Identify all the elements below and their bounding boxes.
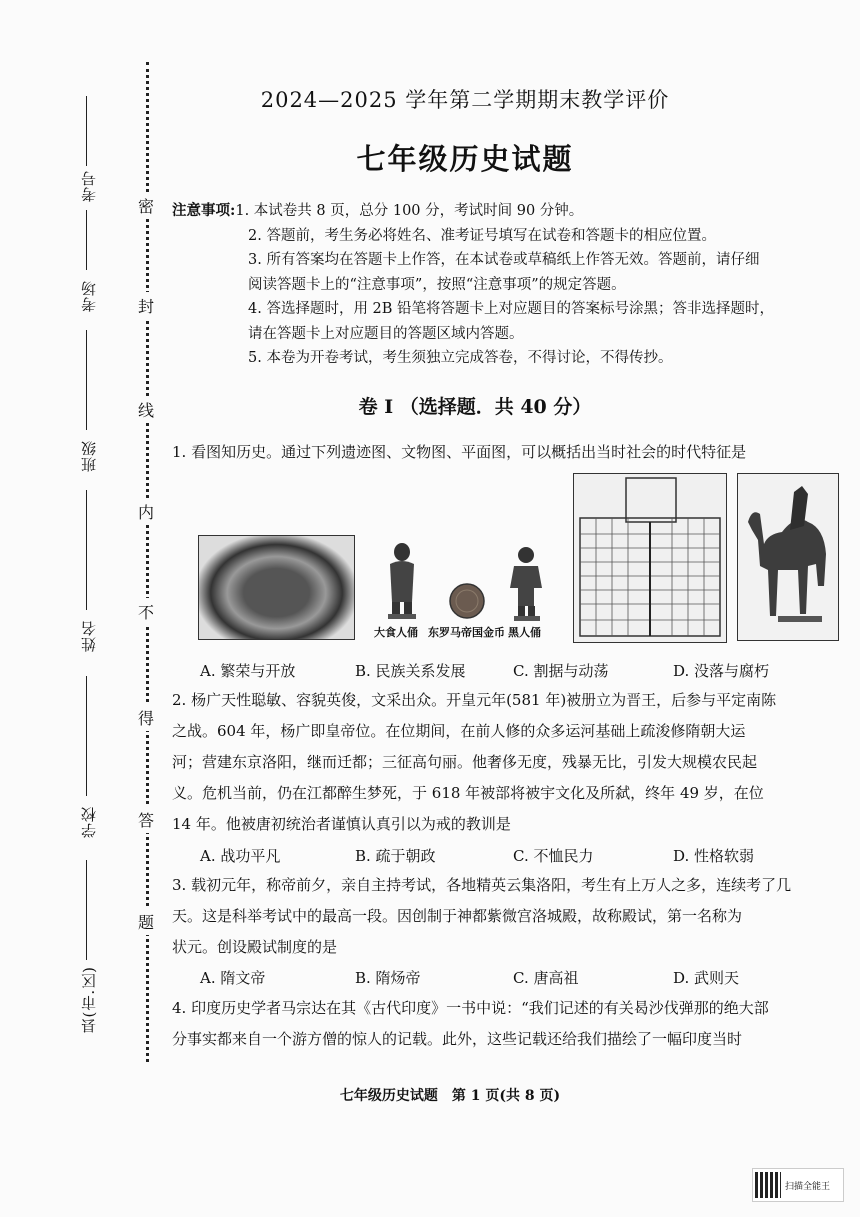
seal-char: 封 [138,292,154,319]
scanner-watermark [752,1168,844,1202]
q1-option-c[interactable]: C. 割据与动荡 [513,662,609,680]
name-line [86,490,87,610]
seal-char: 答 [138,806,154,833]
qr-code-icon [755,1172,781,1198]
q2-option-d[interactable]: D. 性格软弱 [673,847,755,865]
page-footer: 七年级历史试题 第 1 页(共 8 页) [339,1088,561,1104]
school-line [86,676,87,796]
notice-item: 4. 答选择题时，用 2B 铅笔将答题卡上对应题目的答案标号涂黑；答非选择题时， [248,301,775,317]
q2-line: 河；营建东京洛阳，继而迁都；三征高句丽。他奢侈无度，残暴无比，引发大规模农民起 [172,753,758,771]
notice-item: 2. 答题前，考生务必将姓名、准考证号填写在试卷和答题卡的相应位置。 [248,227,716,244]
q2-line: 之战。604 年，杨广即皇帝位。在位期间，在前人修的众多运河基础上疏浚修隋朝大运 [172,722,746,740]
exam-title: 2024—2025 学年第二学期期末教学评价 [260,88,670,112]
seal-char: 得 [138,704,154,731]
q3-option-a[interactable]: A. 隋文帝 [200,969,266,987]
notice-item: 5. 本卷为开卷考试，考生须独立完成答卷，不得讨论，不得传抄。 [248,350,673,366]
seal-char: 线 [138,396,154,423]
q2-options [200,845,850,866]
q4-stem [172,993,850,1055]
camel-figurine-image [737,473,839,641]
q2-option-b[interactable]: B. 疏于朝政 [355,847,436,865]
notice-item: 阅读答题卡上的“注意事项”，按照“注意事项”的规定答题。 [248,276,626,293]
q2-line: 14 年。他被唐初统治者谨慎认真引以为戒的教训是 [172,815,511,833]
caption-arab-figurine: 大食人俑 [374,626,418,639]
african-figurine-image [504,544,548,622]
q1-option-d[interactable]: D. 没落与腐朽 [673,662,770,680]
name-label: 姓名 [80,620,98,652]
seal-char: 不 [138,598,154,625]
q1-option-a[interactable]: A. 繁荣与开放 [200,662,296,680]
seal-char: 题 [138,908,154,935]
notice-item: 请在答题卡上对应题目的答题区域内答题。 [248,325,524,342]
notice-item: 1. 本试卷共 8 页，总分 100 分，考试时间 90 分钟。 [235,203,584,219]
class-label: 班级 [80,440,98,472]
ruins-photo [198,535,355,640]
q4-line: 4. 印度历史学者马宗达在其《古代印度》一书中说：“我们记述的有关曷沙伐弹那的绝大部 [172,999,769,1017]
exam-room-label: 考场 [80,280,98,312]
section-title: 卷 I （选择题．共 40 分） [358,396,592,418]
city-plan-image [573,473,727,643]
seal-char: 密 [138,192,154,219]
notice-block [172,199,852,371]
q1-stem: 1. 看图知历史。通过下列遗迹图、文物图、平面图，可以概括出当时社会的时代特征是 [172,443,747,461]
q2-option-a[interactable]: A. 战功平凡 [200,847,281,865]
q1-option-b[interactable]: B. 民族关系发展 [355,662,466,680]
q3-option-d[interactable]: D. 武则天 [673,969,740,987]
q1-options [200,660,850,681]
scanner-label: 扫描全能王 [785,1181,831,1192]
q4-line: 分事实都来自一个游方僧的惊人的记载。此外，这些记载还给我们描绘了一幅印度当时 [172,1030,743,1048]
notice-item: 3. 所有答案均在答题卡上作答，在本试卷或草稿纸上作答无效。答题前，请仔细 [248,252,760,268]
q2-option-c[interactable]: C. 不恤民力 [513,847,594,865]
q3-stem [172,870,850,963]
exam-room-line [86,210,87,270]
q3-option-b[interactable]: B. 隋炀帝 [355,969,421,987]
q2-line: 义。危机当前，仍在江都醉生梦死，于 618 年被部将被宇文化及所弑，终年 49 岁，在位 [172,784,764,802]
county-label: 县(市.区) [80,966,98,1034]
notice-label: 注意事项: [172,202,236,219]
exam-no-label: 考号 [80,170,98,202]
q3-line: 状元。创设殿试制度的是 [172,938,338,956]
q2-line: 2. 杨广天性聪敏、容貌英俊，文采出众。开皇元年(581 年)被册立为晋王，后参与平定南陈 [172,691,777,709]
school-label: 学校 [80,806,98,838]
q2-stem [172,685,850,840]
county-line [86,860,87,960]
caption-african-figurine: 黑人俑 [508,626,541,639]
q3-line: 3. 载初元年，称帝前夕，亲自主持考试，各地精英云集洛阳，考生有上万人之多，连续考了几 [172,876,792,894]
q3-options [200,967,850,988]
q3-line: 天。这是科举考试中的最高一段。因创制于神都紫微宫洛城殿，故称殿试，第一名称为 [172,907,743,925]
subject-title: 七年级历史试题 [356,142,574,176]
arab-figurine-image [380,540,424,620]
caption-gold-coin: 东罗马帝国金币 [428,626,505,639]
byzantine-coin-image [448,582,486,620]
q3-option-c[interactable]: C. 唐高祖 [513,969,579,987]
seal-char: 内 [138,498,154,525]
